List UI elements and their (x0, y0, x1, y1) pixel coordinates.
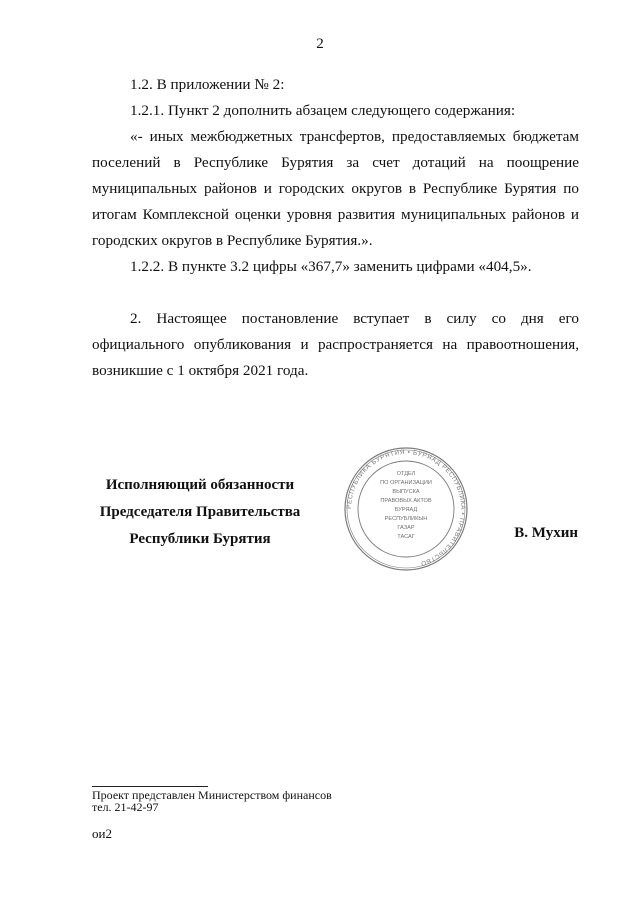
seal-ring-text: РЕСПУБЛИКА БУРЯТИЯ • БУРЯАД РЕСПУБЛИКА • ПРАВИТЕЛЬСТВО (345, 448, 467, 567)
paragraph-1-2: 1.2. В приложении № 2: (130, 76, 285, 93)
signatory-title-line-1: Исполняющий обязанности (105, 477, 295, 493)
seal-line-7: ГАЗАР (397, 525, 415, 531)
page-number: 2 (316, 36, 324, 52)
document-body (92, 72, 579, 384)
seal-line-1: ОТДЕЛ (396, 471, 416, 477)
footer-phone: тел. 21-42-97 (92, 800, 159, 814)
paragraph-1-2-2: 1.2.2. В пункте 3.2 цифры «367,7» заменить цифрами «404,5». (130, 258, 532, 275)
seal-line-4: ПРАВОВЫХ АКТОВ (380, 498, 432, 504)
official-seal (340, 446, 472, 572)
footer-divider (92, 786, 208, 787)
footer-prepared-by: Проект представлен Министерством финансов (92, 788, 332, 802)
seal-line-2: ПО ОРГАНИЗАЦИИ (380, 480, 432, 486)
seal-line-8: ТАСАГ (397, 534, 415, 540)
seal-line-3: ВЫПУСКА (392, 489, 420, 495)
paragraph-quote: «- иных межбюджетных трансфертов, предоставляемых бюджетам поселений в Республике Бурятия за счет дотаций на поощрение муниципальных районов и городских округов в Республике Бурятия по итогам Комплексной оценки уровня развития муниципальных районов и городских округов в Республике Бурятия.». (92, 128, 579, 249)
paragraph-gap (92, 280, 579, 306)
seal-line-6: РЕСПУБЛИКЫН (384, 516, 428, 522)
signatory-title-line-2: Председателя Правительства (99, 504, 301, 520)
signatory-name: В. Мухин (514, 525, 578, 541)
signatory-title (70, 472, 330, 553)
signatory-title-line-3: Республики Бурятия (129, 531, 271, 547)
seal-line-5: БУРЯАД (394, 507, 418, 513)
paragraph-2: 2. Настоящее постановление вступает в силу со дня его официального опубликования и распространяется на правоотношения, возникшие с 1 октября 2021 года. (92, 310, 579, 379)
paragraph-1-2-1: 1.2.1. Пункт 2 дополнить абзацем следующего содержания: (130, 102, 516, 119)
document-code: ои2 (92, 826, 112, 841)
footer-note (92, 789, 332, 813)
